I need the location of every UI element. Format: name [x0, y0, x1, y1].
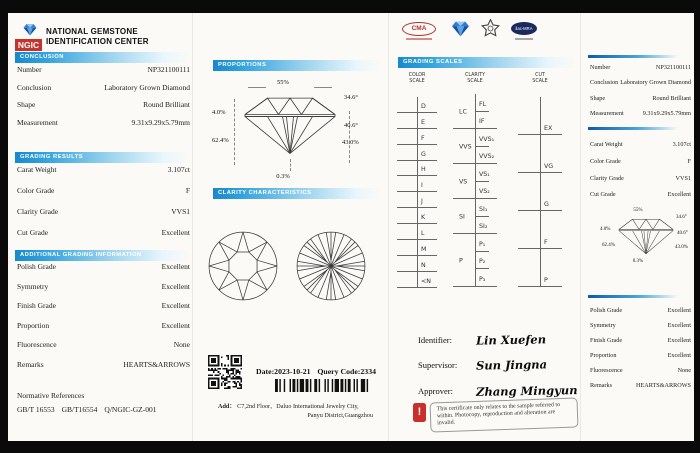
- field-label: Color Grade: [17, 186, 55, 195]
- field-row: [590, 191, 691, 208]
- culet-pct: 0.3%: [276, 173, 290, 180]
- field-value: Excellent: [667, 307, 691, 314]
- field-value: Round Brilliant: [652, 94, 691, 102]
- field-row: [590, 367, 691, 382]
- stub-divider: [588, 127, 678, 130]
- field-row: [590, 337, 691, 352]
- cma-badge: CMA: [402, 22, 436, 36]
- diamond-profile-drawing: [616, 216, 676, 256]
- field-value: 9.31x9.29x5.79mm: [131, 117, 190, 127]
- field-value: HEARTS&ARROWS: [636, 382, 691, 389]
- field-value: Excellent: [667, 322, 691, 329]
- field-label: Carat Weight: [17, 165, 57, 174]
- field-row: [590, 95, 691, 110]
- query-code: Query Code:2334: [317, 367, 376, 376]
- section-bar-conclusion: CONCLUSION: [15, 52, 190, 63]
- clarity-scale: LC FL IF VVS VVS₁ VVS₂ VS VS₁ VS₂ SI SI₁ SI₂ P P₁ P₂ P₃: [449, 94, 509, 287]
- depth-pct: 62.4%: [212, 137, 229, 144]
- field-label: Proportion: [17, 320, 50, 330]
- field-label: Remarks: [17, 359, 44, 369]
- ilac-mra-badge: ilac-MRA: [511, 22, 537, 35]
- panel-stub: [8, 13, 694, 441]
- signature: Zhang Mingyun: [475, 382, 578, 399]
- field-value: HEARTS&ARROWS: [123, 359, 190, 369]
- section-bar-additional: ADDITIONAL GRADING INFORMATION: [15, 250, 190, 261]
- clarity-scale-title: CLARITY SCALE: [464, 73, 486, 84]
- cut-scale: EX VG G F P: [514, 97, 566, 287]
- field-value: Laboratory Grown Diamond: [620, 79, 691, 87]
- field-label: Cut Grade: [590, 191, 616, 199]
- warning-icon: !: [413, 403, 426, 422]
- field-label: Cut Grade: [17, 228, 49, 237]
- field-value: Laboratory Grown Diamond: [104, 82, 190, 92]
- field-value: Excellent: [161, 301, 190, 311]
- field-row: [590, 352, 691, 367]
- table-pct: 55%: [633, 208, 643, 213]
- field-value: Excellent: [161, 281, 190, 291]
- girdle-pct: 4.0%: [600, 227, 611, 232]
- field-row: [590, 382, 691, 397]
- address-line1: Add： C7,2nd Floor，Daluo International Jewelry City,: [218, 403, 359, 410]
- signature: Sun Jingna: [475, 357, 548, 373]
- field-label: Polish Grade: [590, 307, 623, 314]
- field-row: [590, 64, 691, 79]
- field-value: F: [185, 186, 190, 195]
- field-value: Excellent: [667, 352, 691, 359]
- field-value: 3.107ct: [167, 165, 190, 174]
- signer-role: Supervisor:: [418, 360, 458, 371]
- field-value: Excellent: [667, 191, 691, 199]
- field-label: Measurement: [17, 117, 58, 127]
- field-value: 9.31x9.29x5.79mm: [642, 110, 691, 118]
- section-bar-grading-results: GRADING RESULTS: [15, 152, 190, 163]
- stub-grading-fields: [590, 141, 691, 208]
- field-value: NP321100111: [655, 64, 691, 71]
- crown-angle: 34.6°: [676, 215, 687, 220]
- field-label: Finish Grade: [17, 301, 56, 311]
- crown-angle: 34.6°: [344, 94, 358, 101]
- section-bar-clarity: CLARITY CHARACTERISTICS: [213, 188, 382, 199]
- field-label: Measurement: [590, 110, 624, 118]
- certificate-paper: [8, 13, 694, 441]
- field-label: Clarity Grade: [590, 174, 624, 182]
- field-label: Conclusion: [17, 82, 52, 92]
- normative-ref: GB/T 16553: [17, 405, 55, 414]
- field-row: [590, 322, 691, 337]
- field-label: Symmetry: [17, 281, 49, 291]
- field-value: None: [173, 340, 190, 350]
- field-label: Polish Grade: [17, 262, 56, 271]
- section-bar-proportions: PROPORTIONS: [213, 60, 382, 71]
- field-value: VVS1: [171, 207, 190, 216]
- field-value: 3.107ct: [672, 141, 691, 148]
- girdle-pct: 4.0%: [212, 109, 226, 116]
- field-value: VVS1: [675, 174, 691, 182]
- signature: Lin Xuefen: [475, 332, 547, 348]
- org-title-line1: NATIONAL GEMSTONE: [46, 27, 138, 36]
- stub-additional-fields: [590, 307, 691, 397]
- pavilion-angle: 40.6°: [344, 122, 358, 129]
- signer-role: Identifier:: [418, 334, 452, 345]
- field-label: Finish Grade: [590, 337, 623, 344]
- stub-proportions-diagram: [600, 207, 692, 269]
- culet-pct: 0.3%: [632, 259, 644, 264]
- field-label: Symmetry: [590, 322, 616, 329]
- field-label: Conclusion: [590, 79, 619, 87]
- field-row: [590, 158, 691, 175]
- field-row: [590, 307, 691, 322]
- field-label: Number: [590, 64, 611, 71]
- depth-pct: 62.4%: [602, 243, 615, 248]
- field-row: [590, 141, 691, 158]
- normative-ref: Q/NGIC-GZ-001: [104, 405, 157, 414]
- field-label: Color Grade: [590, 157, 621, 165]
- field-label: Number: [17, 65, 42, 74]
- color-scale: D E F G H I J K L M N <N: [391, 97, 447, 288]
- color-scale-title: COLOR SCALE: [408, 73, 426, 84]
- warning-text: This certificate only relates to the sample referred to within. Photocopy, reproduction and alteration are invalid.: [430, 397, 579, 432]
- field-value: Excellent: [161, 228, 190, 237]
- table-pct: 55%: [277, 79, 289, 86]
- section-bar-grading-scales: GRADING SCALES: [398, 57, 576, 68]
- field-value: Excellent: [161, 262, 190, 271]
- field-label: Remarks: [590, 382, 612, 389]
- normative-ref: GB/T16554: [61, 405, 98, 414]
- address-label: Add：: [218, 403, 236, 410]
- field-value: NP321100111: [147, 65, 190, 74]
- address-line2: Panyu District,Guangzhou: [307, 412, 373, 419]
- org-title-line2: IDENTIFICATION CENTER: [46, 36, 149, 46]
- field-label: Clarity Grade: [17, 207, 59, 216]
- field-value: Round Brilliant: [143, 100, 190, 109]
- stub-divider: [588, 55, 678, 58]
- signer-role: Approver:: [418, 385, 453, 396]
- field-value: None: [677, 367, 691, 374]
- field-label: Proportion: [590, 352, 617, 359]
- field-value: Excellent: [161, 320, 190, 330]
- normative-title: Normative References: [17, 391, 85, 400]
- issue-date: Date:2023-10-21: [256, 367, 311, 376]
- field-row: [590, 110, 691, 125]
- field-label: Shape: [590, 94, 606, 102]
- pavilion-depth-pct: 43.0%: [342, 139, 359, 146]
- field-row: [590, 175, 691, 192]
- ngic-logo: NGIC: [15, 39, 42, 51]
- field-label: Fluorescence: [590, 367, 623, 374]
- cut-scale-title: CUT SCALE: [532, 73, 548, 84]
- field-label: Shape: [17, 100, 36, 109]
- field-row: [590, 79, 691, 94]
- field-label: Fluorescence: [17, 340, 57, 350]
- field-label: Carat Weight: [590, 141, 623, 148]
- pavilion-angle: 40.6°: [677, 231, 688, 236]
- stub-divider: [588, 295, 678, 298]
- pavilion-depth-pct: 43.0%: [675, 245, 688, 250]
- stub-conclusion-fields: [590, 64, 691, 126]
- field-value: F: [687, 157, 691, 165]
- field-value: Excellent: [667, 337, 691, 344]
